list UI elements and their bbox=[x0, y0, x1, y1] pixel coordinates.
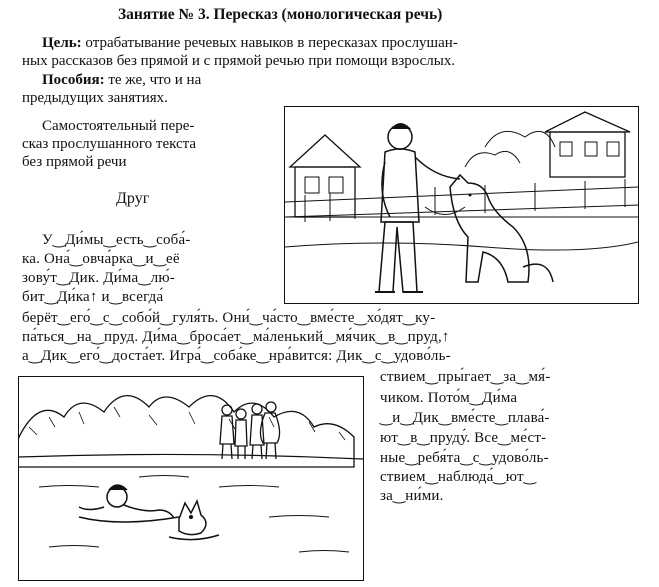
story-line: ка. Она́‿овча́рка‿и‿её bbox=[22, 251, 180, 267]
story-line: У‿Ди́мы‿есть‿соба́- bbox=[42, 232, 191, 248]
goal-line-1 bbox=[42, 34, 458, 52]
pond-drawing bbox=[19, 377, 363, 580]
story-line: ‿и‿Дик‿вме́сте‿плава́- bbox=[380, 410, 550, 426]
page-title: Занятие № 3. Пересказ (монологическая речь) bbox=[118, 6, 443, 23]
story-line: берёт‿его́‿с‿собо́й‿гуля́ть. Они́‿ча́сто‿вме́сте‿хо́дят‿ку- bbox=[22, 310, 436, 326]
story-line: ные‿ребя́та‿с‿удово́ль- bbox=[380, 450, 549, 466]
story-line: чиком. Пото́м‿Ди́ма bbox=[380, 390, 518, 406]
story-line: ствием‿наблюда́‿ют‿ bbox=[380, 469, 536, 485]
story-line: ют‿в‿пруду́. Все‿ме́ст- bbox=[380, 430, 547, 446]
goal-line-2: ных рассказов без прямой и с прямой речью при помощи взрослых. bbox=[22, 53, 456, 69]
goal-text-1: отрабатывание речевых навыков в пересказах прослушан- bbox=[85, 35, 458, 51]
story-line: па́ться‿на‿пруд. Ди́ма‿броса́ет‿ма́ленький‿мя́чик‿в‿пруд,↑ bbox=[22, 329, 450, 345]
task-line-2: сказ прослушанного текста bbox=[22, 136, 197, 152]
aids-text-1: те же, что и на bbox=[108, 72, 202, 88]
story-line: ствием‿пры́гает‿за‿мя́- bbox=[380, 369, 551, 385]
story-line: зову́т‿Дик. Ди́ма‿лю́- bbox=[22, 270, 175, 286]
story-line: а‿Дик‿его́‿доста́ет. Игра́‿соба́ке‿нра́вится: Дик‿с‿удово́ль- bbox=[22, 348, 451, 364]
illustration-boy-with-dog bbox=[284, 106, 639, 304]
task-line-1: Самостоятельный пере- bbox=[42, 118, 195, 134]
goal-label: Цель: bbox=[42, 35, 82, 51]
aids-label: Пособия: bbox=[42, 72, 105, 88]
illustration-pond-swimming bbox=[18, 376, 364, 581]
aids-line-2: предыдущих занятиях. bbox=[22, 90, 168, 106]
aids-line-1 bbox=[42, 71, 201, 89]
story-line: бит‿Ди́ка↑ и‿всегда́ bbox=[22, 289, 164, 305]
story-line: за‿ни́ми. bbox=[380, 488, 444, 504]
boy-dog-drawing bbox=[285, 107, 638, 303]
task-line-3: без прямой речи bbox=[22, 154, 127, 170]
story-title: Друг bbox=[116, 190, 150, 207]
